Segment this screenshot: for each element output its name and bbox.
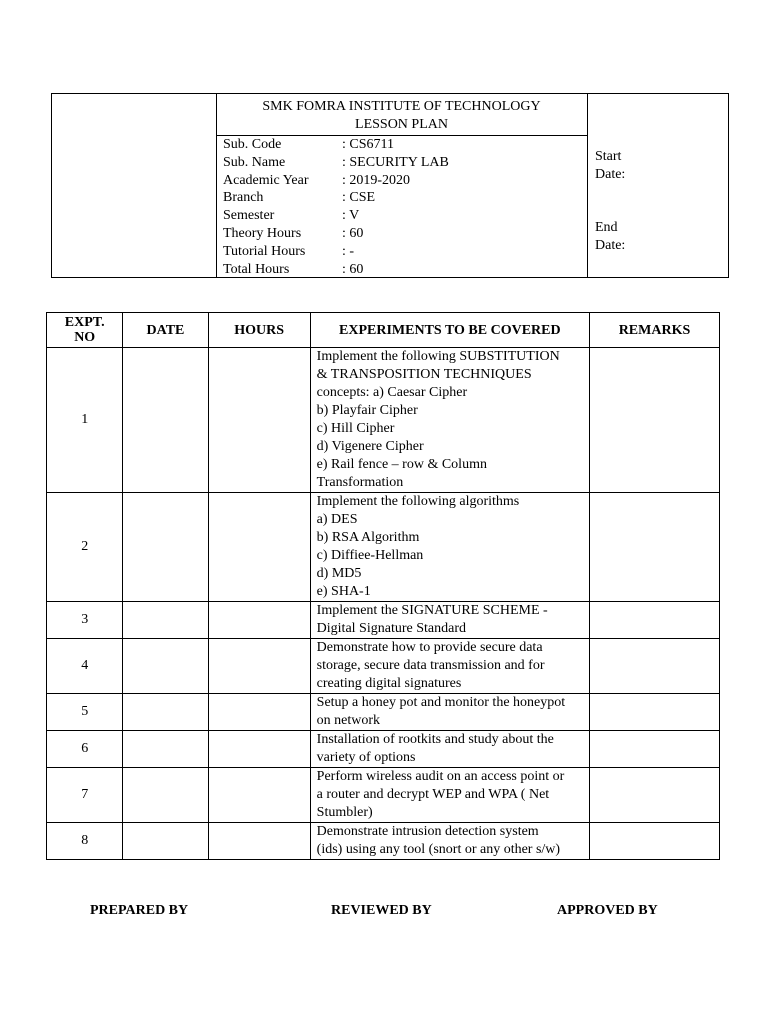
logo-cell bbox=[52, 94, 217, 277]
detail-row: Tutorial Hours : - bbox=[223, 243, 355, 259]
experiment-line: Implement the following algorithms bbox=[316, 494, 520, 509]
expt-no-cell: 5 bbox=[47, 694, 123, 731]
table-row bbox=[47, 731, 720, 768]
remarks-cell bbox=[589, 823, 719, 860]
experiment-line: creating digital signatures bbox=[316, 676, 462, 691]
expt-no-cell: 6 bbox=[47, 731, 123, 768]
remarks-cell bbox=[589, 602, 719, 639]
experiment-cell bbox=[310, 639, 589, 694]
remarks-cell bbox=[589, 768, 719, 823]
title-block bbox=[216, 94, 587, 136]
hours-cell bbox=[208, 731, 310, 768]
experiment-line: b) RSA Algorithm bbox=[316, 530, 420, 545]
expt-no-cell: 1 bbox=[47, 348, 123, 493]
experiment-cell bbox=[310, 768, 589, 823]
experiment-line: Implement the following SUBSTITUTION bbox=[316, 349, 560, 364]
experiment-line: on network bbox=[316, 713, 381, 728]
start-date-label: Start Date: bbox=[595, 149, 626, 182]
experiment-line: e) SHA-1 bbox=[316, 584, 371, 599]
date-cell bbox=[123, 694, 208, 731]
experiment-line: a) DES bbox=[316, 512, 358, 527]
table-row bbox=[47, 768, 720, 823]
experiment-line: d) MD5 bbox=[316, 566, 362, 581]
remarks-header: REMARKS bbox=[589, 313, 719, 348]
expt-no-cell: 7 bbox=[47, 768, 123, 823]
experiment-cell bbox=[310, 493, 589, 602]
table-row bbox=[47, 639, 720, 694]
detail-row: Academic Year : 2019-2020 bbox=[223, 172, 411, 188]
expt-no-header: EXPT. NO bbox=[47, 313, 123, 348]
experiment-line: Setup a honey pot and monitor the honeypot bbox=[316, 695, 566, 710]
detail-row: Branch : CSE bbox=[223, 190, 376, 206]
experiment-line: Installation of rootkits and study about the bbox=[316, 732, 554, 747]
experiment-line: c) Hill Cipher bbox=[316, 421, 395, 436]
table-header-row bbox=[47, 313, 720, 348]
hours-cell bbox=[208, 493, 310, 602]
expt-no-cell: 2 bbox=[47, 493, 123, 602]
institute-name: SMK FOMRA INSTITUTE OF TECHNOLOGY bbox=[262, 99, 541, 114]
header-box bbox=[51, 93, 729, 278]
remarks-cell bbox=[589, 731, 719, 768]
experiment-line: Demonstrate intrusion detection system bbox=[316, 824, 539, 839]
experiment-line: Demonstrate how to provide secure data bbox=[316, 640, 543, 655]
date-header: DATE bbox=[123, 313, 208, 348]
experiments-table bbox=[46, 312, 720, 860]
experiment-line: & TRANSPOSITION TECHNIQUES bbox=[316, 367, 532, 382]
experiment-cell bbox=[310, 694, 589, 731]
expt-no-cell: 3 bbox=[47, 602, 123, 639]
experiment-line: e) Rail fence – row & Column bbox=[316, 457, 487, 472]
expt-no-cell: 8 bbox=[47, 823, 123, 860]
document-title: LESSON PLAN bbox=[355, 117, 448, 132]
hours-cell bbox=[208, 694, 310, 731]
dates-cell bbox=[587, 94, 729, 277]
remarks-cell bbox=[589, 694, 719, 731]
hours-cell bbox=[208, 348, 310, 493]
experiment-line: Transformation bbox=[316, 475, 404, 490]
detail-row: Total Hours : 60 bbox=[223, 261, 364, 277]
experiment-line: Perform wireless audit on an access point or bbox=[316, 769, 565, 784]
table-row bbox=[47, 694, 720, 731]
experiment-cell bbox=[310, 731, 589, 768]
detail-row: Semester : V bbox=[223, 208, 360, 224]
remarks-cell bbox=[589, 639, 719, 694]
experiment-line: Implement the SIGNATURE SCHEME - bbox=[316, 603, 548, 618]
date-cell bbox=[123, 493, 208, 602]
detail-row: Theory Hours : 60 bbox=[223, 225, 364, 241]
experiment-line: d) Vigenere Cipher bbox=[316, 439, 424, 454]
end-date-label: End Date: bbox=[595, 220, 626, 253]
date-cell bbox=[123, 731, 208, 768]
hours-header: HOURS bbox=[208, 313, 310, 348]
hours-cell bbox=[208, 639, 310, 694]
date-cell bbox=[123, 768, 208, 823]
detail-row: Sub. Name : SECURITY LAB bbox=[223, 154, 449, 170]
experiment-line: a router and decrypt WEP and WPA ( Net bbox=[316, 787, 550, 802]
reviewed-by-label: REVIEWED BY bbox=[331, 903, 432, 918]
date-cell bbox=[123, 823, 208, 860]
hours-cell bbox=[208, 602, 310, 639]
prepared-by-label: PREPARED BY bbox=[90, 903, 189, 918]
expt-no-cell: 4 bbox=[47, 639, 123, 694]
table-row bbox=[47, 602, 720, 639]
experiment-line: c) Diffiee-Hellman bbox=[316, 548, 424, 563]
experiment-line: variety of options bbox=[316, 750, 416, 765]
date-cell bbox=[123, 639, 208, 694]
experiment-line: b) Playfair Cipher bbox=[316, 403, 418, 418]
experiment-cell bbox=[310, 348, 589, 493]
experiment-line: Digital Signature Standard bbox=[316, 621, 466, 636]
experiment-cell bbox=[310, 602, 589, 639]
experiment-line: (ids) using any tool (snort or any other s/w) bbox=[316, 842, 561, 857]
hours-cell bbox=[208, 823, 310, 860]
date-cell bbox=[123, 348, 208, 493]
remarks-cell bbox=[589, 348, 719, 493]
date-cell bbox=[123, 602, 208, 639]
hours-cell bbox=[208, 768, 310, 823]
approved-by-label: APPROVED BY bbox=[557, 903, 658, 918]
table-row bbox=[47, 348, 720, 493]
table-row bbox=[47, 823, 720, 860]
experiment-line: concepts: a) Caesar Cipher bbox=[316, 385, 468, 400]
table-row bbox=[47, 493, 720, 602]
remarks-cell bbox=[589, 493, 719, 602]
detail-row: Sub. Code : CS6711 bbox=[223, 137, 394, 152]
experiment-line: Stumbler) bbox=[316, 805, 373, 820]
experiments-header: EXPERIMENTS TO BE COVERED bbox=[310, 313, 589, 348]
subject-details bbox=[223, 136, 583, 278]
experiment-cell bbox=[310, 823, 589, 860]
experiment-line: storage, secure data transmission and for bbox=[316, 658, 545, 673]
